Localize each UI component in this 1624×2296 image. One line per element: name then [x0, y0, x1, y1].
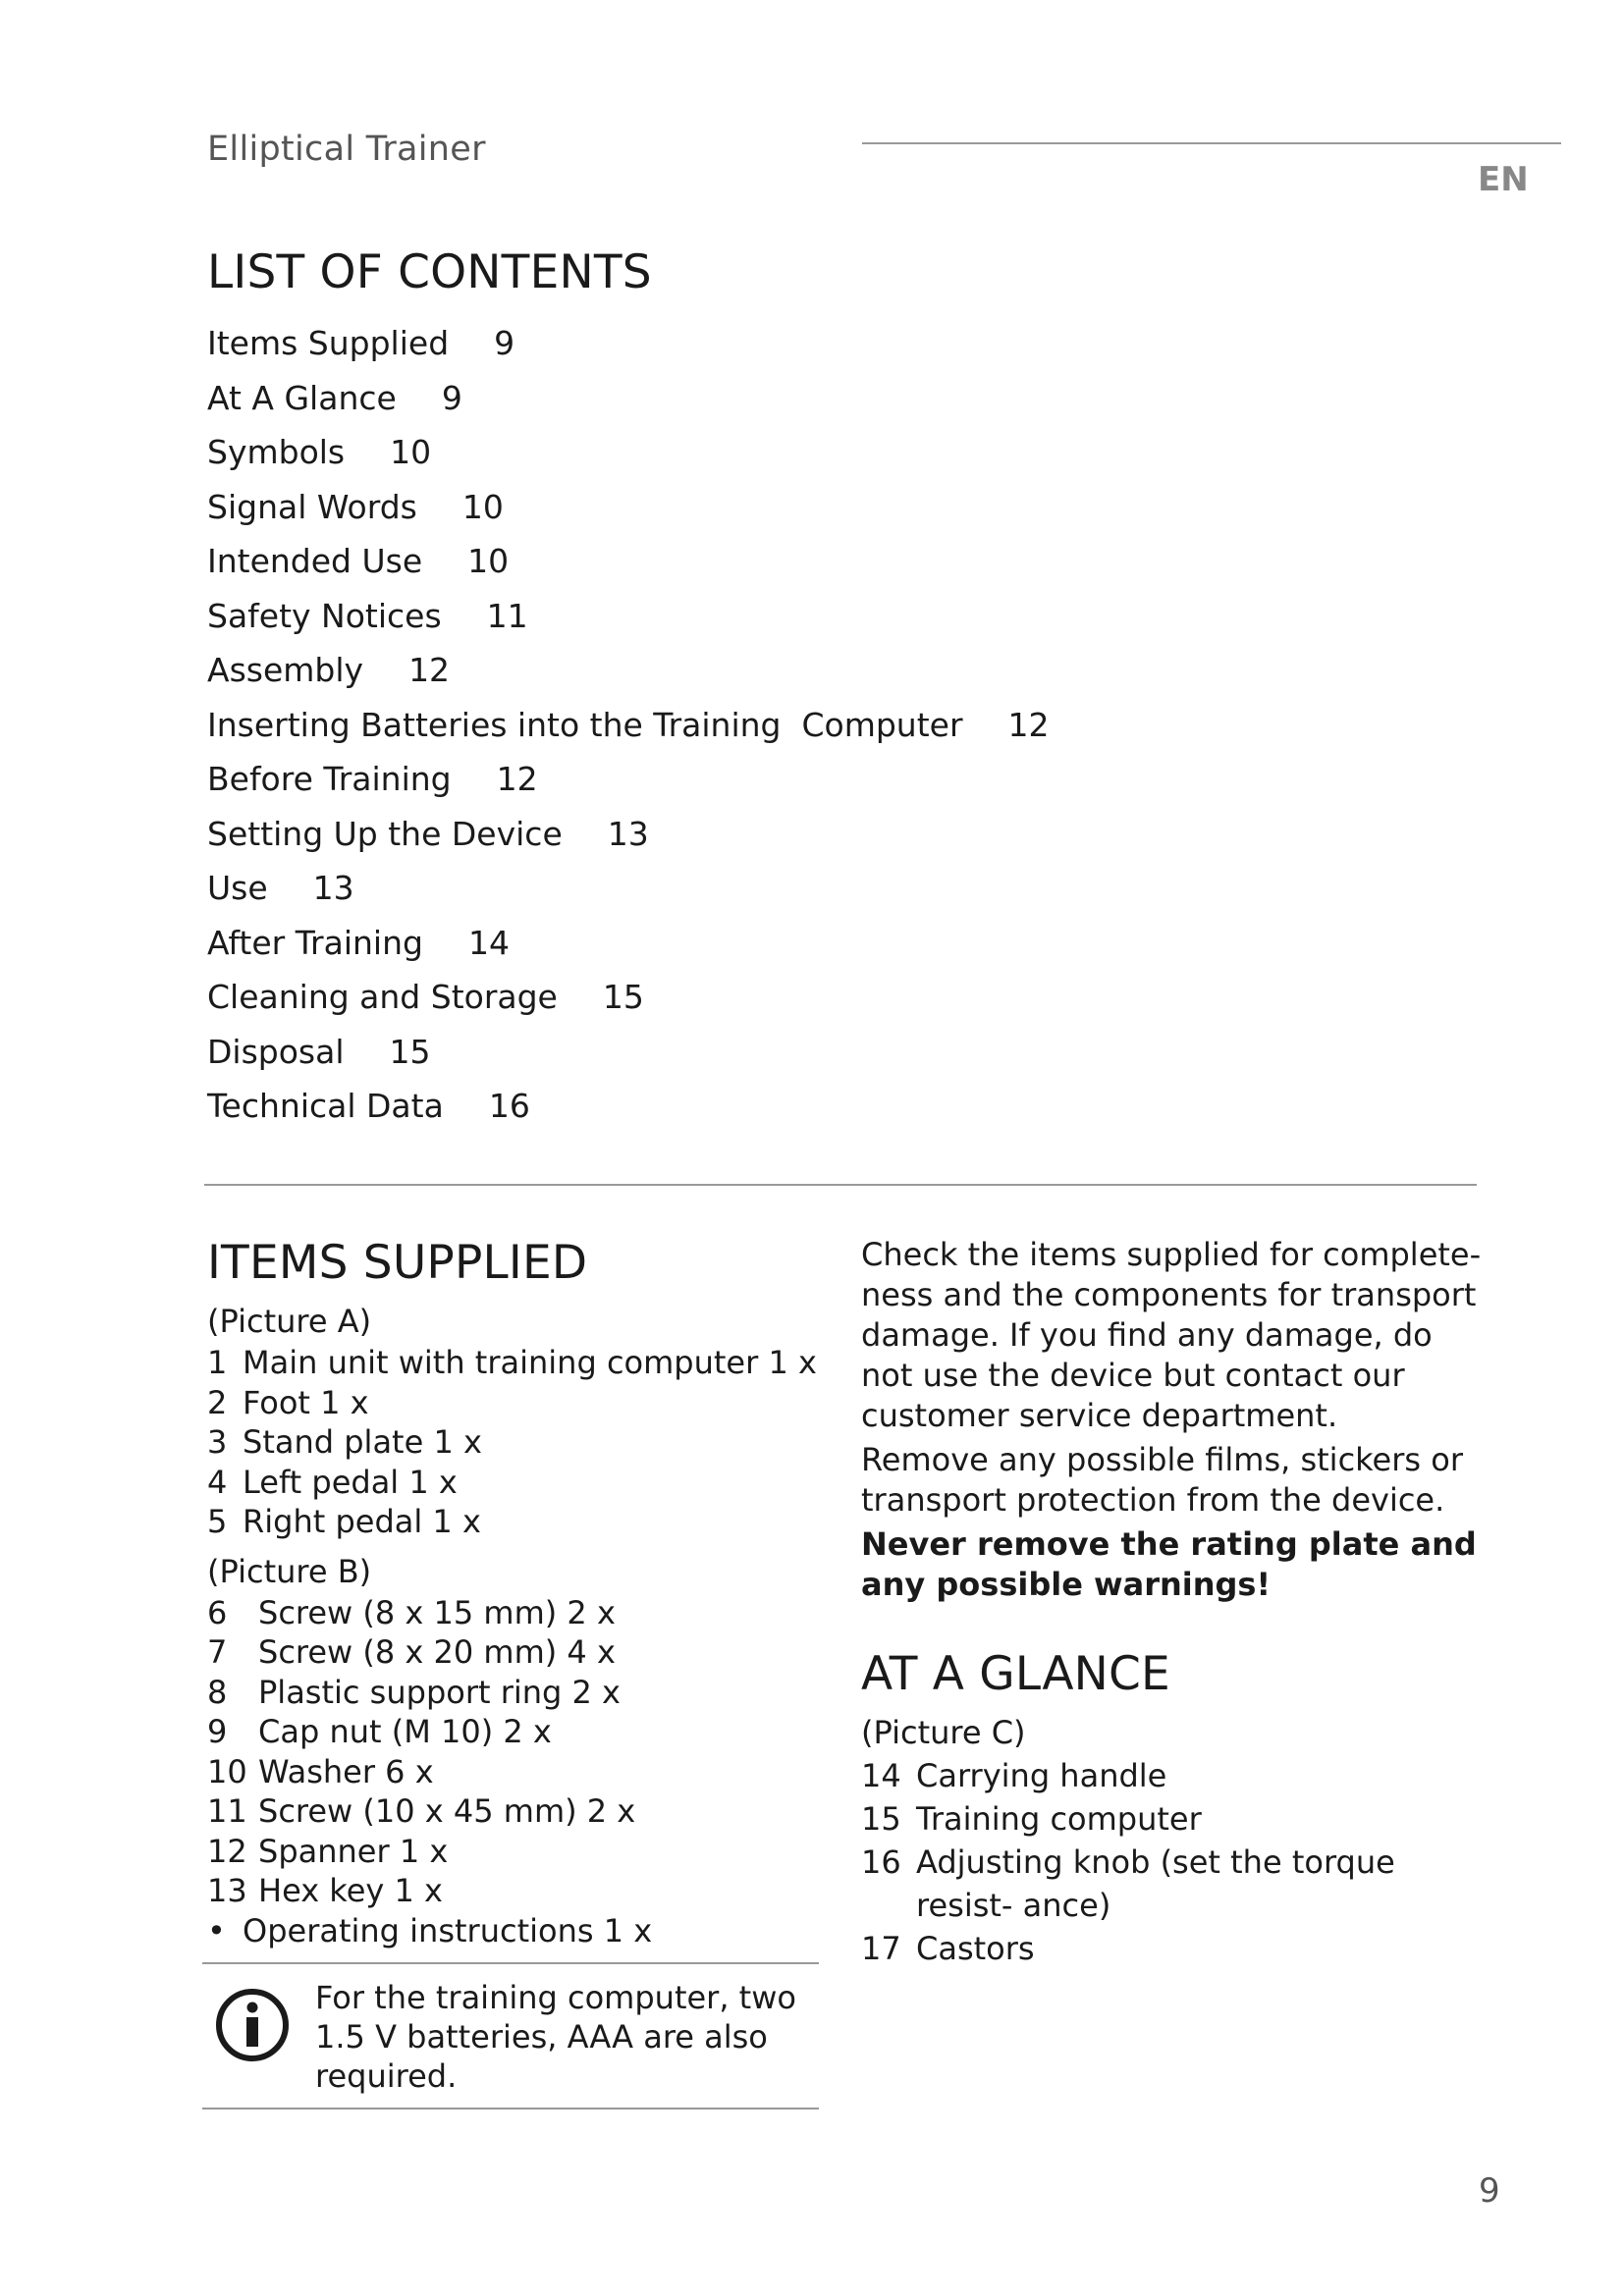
warning-paragraph: Never remove the rating plate and any possible warnings! [861, 1525, 1477, 1603]
list-item [861, 1797, 1489, 1841]
toc-title: LIST OF CONTENTS [207, 245, 652, 299]
item-number: 7 [207, 1633, 228, 1671]
list-item [207, 1343, 816, 1383]
item-text: Screw (10 x 45 mm) 2 x [258, 1792, 636, 1830]
toc-entry-page: 9 [441, 378, 462, 417]
toc-entry[interactable] [207, 807, 1050, 862]
item-number: 9 [207, 1713, 228, 1750]
item-number: 16 [861, 1843, 901, 1881]
item-text: Left pedal 1 x [243, 1463, 458, 1501]
item-text: Main unit with training computer 1 x [243, 1344, 817, 1381]
toc-entry-label: Setting Up the Device [207, 814, 563, 853]
toc-entry[interactable] [207, 643, 1050, 698]
toc-entry-label: Signal Words [207, 487, 417, 526]
toc-entry[interactable] [207, 534, 1050, 589]
list-item [861, 1754, 1489, 1797]
toc-entry-label: Items Supplied [207, 324, 450, 362]
toc-entry[interactable] [207, 916, 1050, 971]
toc-entry-page: 10 [461, 487, 504, 526]
toc-entry-label: Cleaning and Storage [207, 978, 558, 1016]
item-text: Training computer [916, 1800, 1202, 1838]
list-item [207, 1383, 816, 1423]
toc-entry[interactable] [207, 480, 1050, 535]
item-text: Stand plate 1 x [243, 1423, 482, 1461]
list-item [207, 1593, 816, 1633]
info-note [207, 1964, 796, 2108]
right-column [861, 1235, 1489, 1970]
bullet-icon: • [207, 1911, 226, 1949]
toc-entry-label: Disposal [207, 1032, 345, 1071]
item-number: 1 [207, 1344, 228, 1381]
toc-entry[interactable] [207, 589, 1050, 644]
remove-paragraph: Remove any possible films, stickers or transport protection from the device. [861, 1441, 1463, 1519]
list-item [207, 1463, 816, 1503]
toc-entry-label: Inserting Batteries into the Training Computer [207, 705, 963, 744]
toc-entry-page: 12 [1007, 705, 1050, 744]
toc-list [207, 316, 1050, 1134]
item-number: 5 [207, 1503, 228, 1540]
picture-b-label: (Picture B) [207, 1552, 372, 1590]
toc-entry[interactable] [207, 698, 1050, 753]
item-number: 12 [207, 1832, 247, 1870]
toc-entry-label: Use [207, 869, 268, 907]
note-text: For the training computer, two 1.5 V batteries, AAA are also required. [315, 1979, 796, 2095]
toc-entry[interactable] [207, 425, 1050, 480]
toc-entry-page: 15 [389, 1032, 431, 1071]
item-text: Castors [916, 1930, 1035, 1967]
toc-entry[interactable] [207, 970, 1050, 1025]
list-item [207, 1712, 816, 1752]
item-number: 2 [207, 1383, 228, 1421]
list-item [861, 1841, 1466, 1927]
item-text: Adjusting knob (set the torque resist- ance) [916, 1843, 1395, 1924]
item-text: Plastic support ring 2 x [258, 1673, 621, 1711]
item-number: 11 [207, 1792, 247, 1830]
list-item [207, 1832, 816, 1872]
items-list-a [207, 1343, 816, 1542]
item-text: Carrying handle [916, 1757, 1167, 1794]
toc-entry-page: 12 [496, 760, 538, 798]
item-text: Cap nut (M 10) 2 x [258, 1713, 552, 1750]
bullet-item [207, 1911, 816, 1951]
info-icon [213, 1986, 292, 2073]
item-number: 3 [207, 1423, 228, 1461]
list-item [861, 1927, 1489, 1970]
toc-entry[interactable] [207, 1025, 1050, 1080]
toc-entry-page: 16 [488, 1087, 530, 1125]
toc-entry[interactable] [207, 752, 1050, 807]
item-number: 10 [207, 1752, 247, 1790]
toc-entry-label: Safety Notices [207, 596, 442, 635]
items-supplied-section [207, 1235, 816, 2109]
page-number: 9 [1479, 2171, 1500, 2211]
list-item [207, 1752, 816, 1792]
section-divider [204, 1184, 1477, 1186]
item-number: 6 [207, 1593, 228, 1631]
item-number: 4 [207, 1463, 228, 1501]
item-number: 14 [861, 1757, 901, 1794]
toc-entry-page: 15 [602, 978, 644, 1016]
toc-entry[interactable] [207, 316, 1050, 371]
toc-entry[interactable] [207, 861, 1050, 916]
glance-list [861, 1754, 1489, 1970]
item-text: Screw (8 x 20 mm) 4 x [258, 1633, 616, 1671]
toc-entry-label: Intended Use [207, 542, 423, 580]
toc-entry-page: 9 [494, 324, 515, 362]
toc-entry-label: After Training [207, 923, 423, 962]
list-item [207, 1632, 816, 1673]
items-list-b [207, 1593, 816, 1951]
language-code: EN [1478, 160, 1529, 199]
toc-entry-label: Before Training [207, 760, 452, 798]
list-item [207, 1422, 816, 1463]
item-number: 15 [861, 1800, 901, 1838]
items-supplied-heading: ITEMS SUPPLIED [207, 1236, 588, 1290]
toc-entry-page: 12 [408, 651, 451, 689]
item-text: Hex key 1 x [258, 1872, 443, 1909]
item-number: 13 [207, 1872, 247, 1909]
toc-entry[interactable] [207, 371, 1050, 426]
item-text: Spanner 1 x [258, 1832, 449, 1870]
list-item [207, 1791, 816, 1832]
toc-entry-page: 13 [607, 814, 649, 853]
toc-entry-page: 10 [467, 542, 510, 580]
item-number: 17 [861, 1930, 901, 1967]
toc-entry-page: 11 [486, 596, 528, 635]
picture-c-label: (Picture C) [861, 1714, 1026, 1751]
picture-a-label: (Picture A) [207, 1303, 372, 1340]
toc-entry-page: 10 [390, 433, 432, 471]
header-rule [862, 142, 1561, 144]
toc-entry-label: At A Glance [207, 378, 397, 417]
toc-entry-page: 14 [467, 923, 510, 962]
list-item [207, 1871, 816, 1911]
list-item [207, 1502, 816, 1542]
list-item [207, 1673, 816, 1713]
toc-entry-label: Symbols [207, 433, 346, 471]
item-text: Operating instructions 1 x [243, 1911, 653, 1949]
check-paragraph: Check the items supplied for complete- ness and the components for transport damage. If you find any damage, do not use the device but contact our customer service department. [861, 1236, 1482, 1434]
at-a-glance-heading: AT A GLANCE [861, 1647, 1170, 1701]
item-number: 8 [207, 1673, 228, 1711]
toc-entry-label: Technical Data [207, 1087, 444, 1125]
item-text: Right pedal 1 x [243, 1503, 481, 1540]
note-rule-bottom [202, 2108, 819, 2109]
toc-entry-page: 13 [312, 869, 354, 907]
toc-entry-label: Assembly [207, 651, 364, 689]
item-text: Screw (8 x 15 mm) 2 x [258, 1593, 616, 1631]
at-a-glance-section [861, 1646, 1489, 1970]
item-text: Foot 1 x [243, 1383, 369, 1421]
item-text: Washer 6 x [258, 1752, 434, 1790]
document-title: Elliptical Trainer [207, 130, 486, 169]
toc-entry[interactable] [207, 1079, 1050, 1134]
